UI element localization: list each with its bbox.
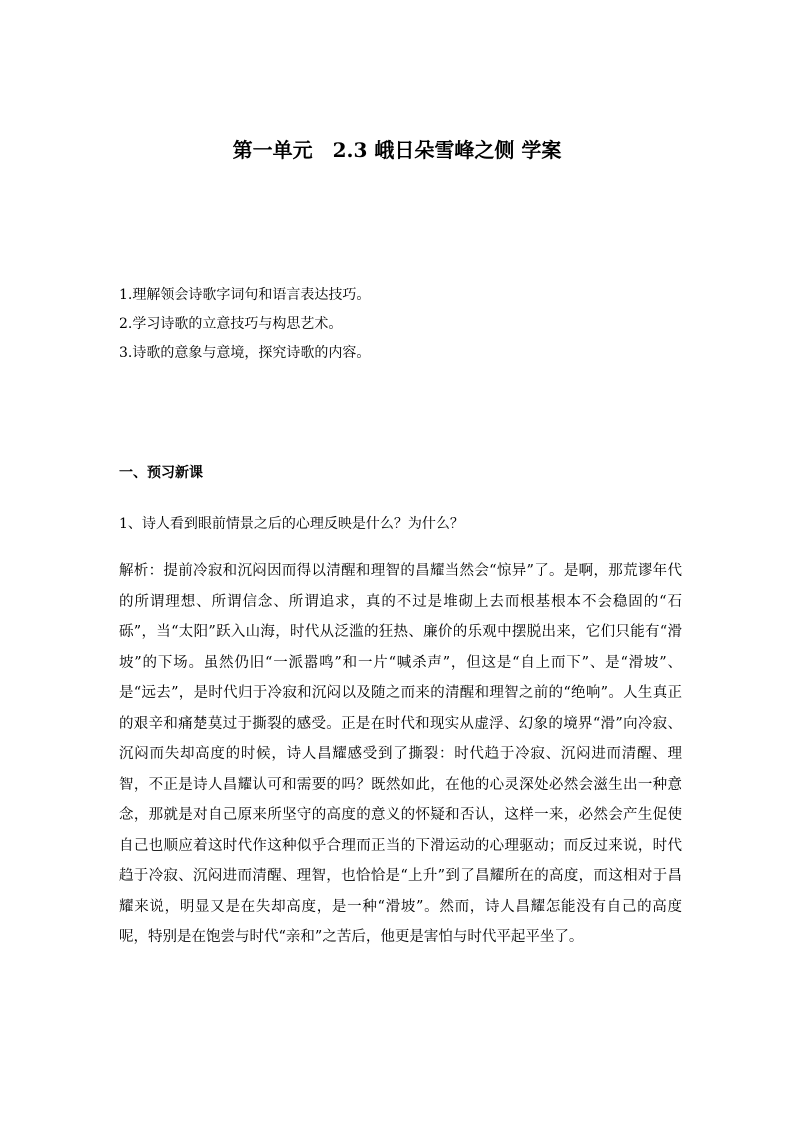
objective-item: 1.理解领会诗歌字词句和语言表达技巧。 [119,287,371,303]
objective-item: 3.诗歌的意象与意境，探究诗歌的内容。 [119,345,371,361]
section-heading: 一、预习新课 [119,465,203,481]
answer-paragraph: 解析：提前冷寂和沉闷因而得以清醒和理智的昌耀当然会“惊异”了。是啊，那荒谬年代的所谓理想、所谓信念、所谓追求，真的不过是堆砌上去而根基根本不会稳固的“石砾”，当“太阳”跃入山海，时代从泛滥的狂热、廉价的乐观中摆脱出来，它们只能有“滑坡”的下场。虽然仍旧“一派嚣鸣”和一片“喊杀声”，但这是“自上而下”、是“滑坡”、是“远去”，是时代归于冷寂和沉闷以及随之而来的清醒和理智之前的“绝响”。人生真正的艰辛和痛楚莫过于撕裂的感受。正是在时代和现实从虚浮、幻象的境界“滑”向冷寂、沉闷而失却高度的时候，诗人昌耀感受到了撕裂：时代趋于冷寂、沉闷进而清醒、理智，不正是诗人昌耀认可和需要的吗？既然如此，在他的心灵深处必然会滋生出一种意念，那就是对自己原来所坚守的高度的意义的怀疑和否认，这样一来，必然会产生促使自己也顺应着这时代作这种似乎合理而正当的下滑运动的心理驱动；而反过来说，时代趋于冷寂、沉闷进而清醒、理智，也恰恰是“上升”到了昌耀所在的高度，而这相对于昌耀来说，明显又是在失却高度，是一种“滑坡”。然而，诗人昌耀怎能没有自己的高度呢，特别是在饱尝与时代“亲和”之苦后，他更是害怕与时代平起平坐了。 [119,563,682,945]
objective-item: 2.学习诗歌的立意技巧与构思艺术。 [119,316,343,332]
page-title: 第一单元 2.3 峨日朵雪峰之侧 学案 [232,138,562,162]
learning-objectives-list [119,281,679,368]
question-text: 1、诗人看到眼前情景之后的心理反映是什么？为什么？ [119,516,464,532]
